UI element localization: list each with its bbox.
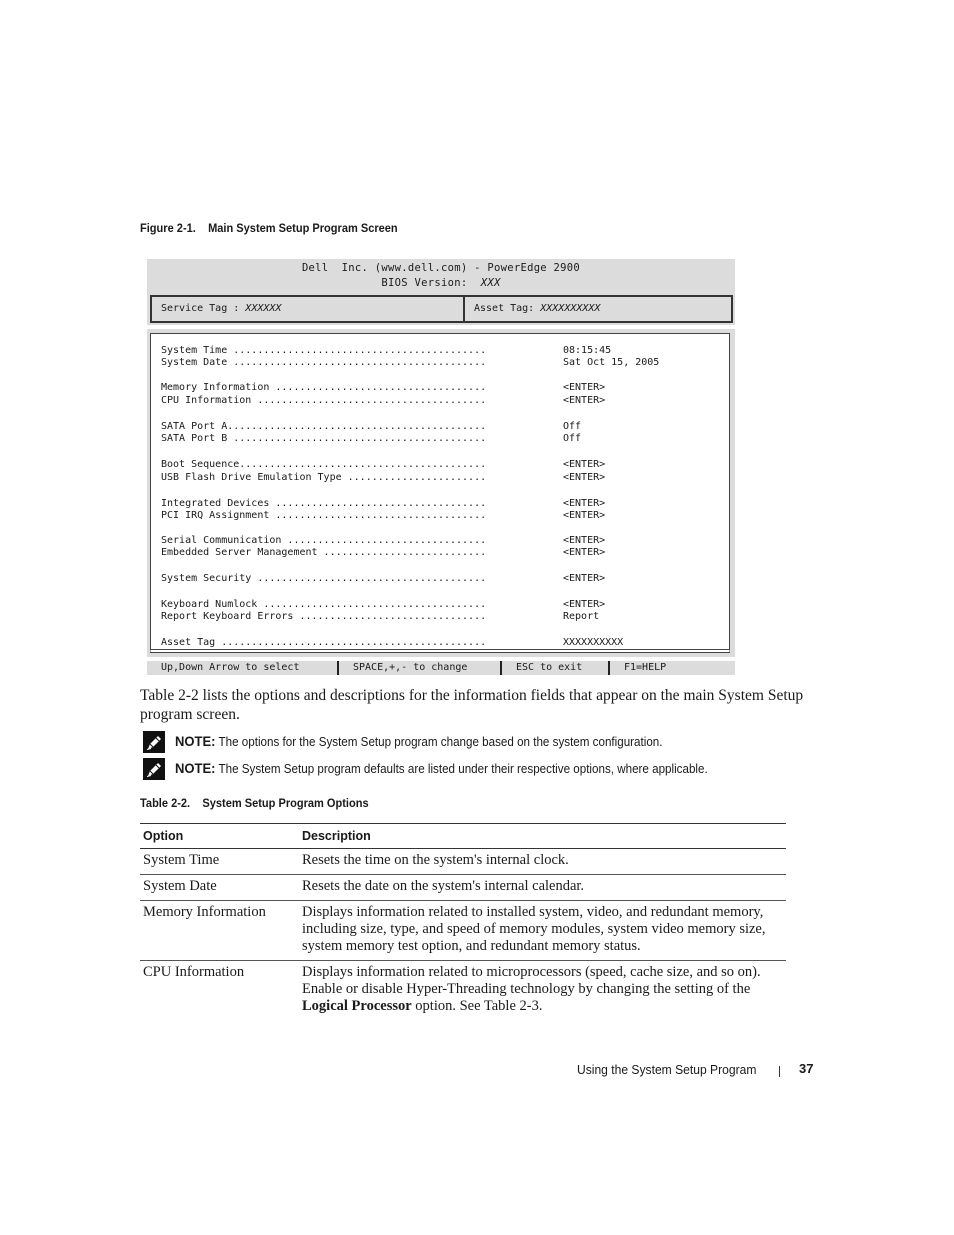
option-cell: System Time: [140, 849, 299, 875]
note-text: The System Setup program defaults are listed under their respective options, where applicable.: [215, 762, 708, 776]
bios-option-value[interactable]: Off: [563, 421, 582, 432]
note-label: NOTE:: [175, 760, 216, 776]
bios-option-label[interactable]: USB Flash Drive Emulation Type .......................: [161, 472, 487, 483]
description-cell: Displays information related to installed system, video, and redundant memory, including size, type, and speed of memory modules, system video memory size, system memory test option, and redundant memory status.: [299, 901, 786, 961]
bios-option-label[interactable]: System Time ..........................................: [161, 345, 487, 356]
footer-divider: [500, 661, 502, 675]
footer-section-title: Using the System Setup Program: [577, 1062, 757, 1077]
note-text: The options for the System Setup program change based on the system configuration.: [215, 735, 663, 749]
table-row: [140, 961, 786, 1021]
bios-option-label[interactable]: Boot Sequence.........................................: [161, 459, 487, 470]
footer-separator: [779, 1066, 780, 1077]
bios-option-label[interactable]: Keyboard Numlock .....................................: [161, 599, 487, 610]
bios-header: [147, 259, 735, 325]
bios-options-panel: [147, 329, 735, 657]
description-text: Displays information related to microprocessors (speed, cache size, and so on). Enable or disable Hyper-Threading technology by changing the setting of the: [302, 964, 761, 997]
option-cell: System Date: [140, 875, 299, 901]
bios-option-value[interactable]: 08:15:45: [563, 345, 612, 356]
bios-option-label[interactable]: SATA Port B ..........................................: [161, 433, 487, 444]
description-cell: Resets the date on the system's internal calendar.: [299, 875, 786, 901]
bios-option-label[interactable]: Integrated Devices ...................................: [161, 498, 487, 509]
asset-tag: [465, 297, 731, 321]
bios-option-value[interactable]: XXXXXXXXXX: [563, 637, 624, 648]
bios-option-label[interactable]: Serial Communication .................................: [161, 535, 487, 546]
bios-footer: [147, 661, 735, 675]
bios-options-list: [150, 333, 730, 653]
table-header-row: [140, 824, 786, 849]
bios-version: [147, 277, 735, 289]
bios-option-value[interactable]: <ENTER>: [563, 599, 606, 610]
bios-option-value[interactable]: <ENTER>: [563, 535, 606, 546]
page-number: 37: [799, 1061, 814, 1076]
description-cell: [299, 961, 786, 1021]
footer-exit-hint: ESC to exit: [516, 662, 583, 673]
option-cell: Memory Information: [140, 901, 299, 961]
bios-option-label[interactable]: Asset Tag ............................................: [161, 637, 487, 648]
bios-option-label[interactable]: SATA Port A...........................................: [161, 421, 487, 432]
description-cell: Resets the time on the system's internal clock.: [299, 849, 786, 875]
table-caption: Table 2-2. System Setup Program Options: [140, 796, 369, 810]
bios-option-value[interactable]: Report: [563, 611, 600, 622]
bios-option-label[interactable]: System Security ......................................: [161, 573, 487, 584]
bios-version-value: XXX: [480, 277, 501, 289]
bios-option-label[interactable]: Report Keyboard Errors ...............................: [161, 611, 487, 622]
bios-option-value[interactable]: <ENTER>: [563, 382, 606, 393]
footer-help-hint: F1=HELP: [624, 662, 667, 673]
tag-row: [150, 295, 733, 323]
service-tag-label: Service Tag :: [161, 303, 246, 314]
note-pencil-icon: [143, 731, 165, 753]
bios-option-label[interactable]: Embedded Server Management ...........................: [161, 547, 487, 558]
table-row: [140, 875, 786, 901]
bios-option-value[interactable]: <ENTER>: [563, 510, 606, 521]
logical-processor-term: Logical Processor: [302, 998, 412, 1014]
bios-option-label[interactable]: PCI IRQ Assignment ...................................: [161, 510, 487, 521]
footer-change-hint: SPACE,+,- to change: [353, 662, 468, 673]
bios-option-value[interactable]: <ENTER>: [563, 459, 606, 470]
column-header-description: Description: [299, 824, 786, 849]
column-header-option: Option: [140, 824, 299, 849]
service-tag: [152, 297, 465, 321]
options-table: [140, 823, 786, 1020]
table-row: [140, 901, 786, 961]
bios-option-label[interactable]: System Date ..........................................: [161, 357, 487, 368]
table-row: [140, 849, 786, 875]
asset-tag-label: Asset Tag:: [474, 303, 541, 314]
bios-option-value[interactable]: <ENTER>: [563, 547, 606, 558]
option-cell: CPU Information: [143, 964, 245, 980]
footer-nav-hint: Up,Down Arrow to select: [161, 662, 300, 673]
body-paragraph: Table 2-2 lists the options and descriptions for the information fields that appear on the main System Setup program screen.: [140, 687, 804, 723]
bios-option-value[interactable]: <ENTER>: [563, 395, 606, 406]
service-tag-value: XXXXXX: [245, 303, 282, 314]
note-pencil-icon: [143, 758, 165, 780]
bios-option-label[interactable]: Memory Information ...................................: [161, 382, 487, 393]
description-text: option. See Table 2-3.: [411, 998, 543, 1014]
bios-header-title: Dell Inc. (www.dell.com) - PowerEdge 2900: [301, 262, 581, 274]
figure-caption: Figure 2-1. Main System Setup Program Screen: [140, 221, 398, 235]
bios-option-value[interactable]: <ENTER>: [563, 472, 606, 483]
note-label: NOTE:: [175, 733, 216, 749]
asset-tag-value: XXXXXXXXXX: [540, 303, 601, 314]
footer-divider: [608, 661, 610, 675]
bios-option-value[interactable]: <ENTER>: [563, 573, 606, 584]
bios-option-value[interactable]: <ENTER>: [563, 498, 606, 509]
bios-version-label: BIOS Version:: [381, 277, 481, 289]
bios-option-value[interactable]: Sat Oct 15, 2005: [563, 357, 660, 368]
bios-option-label[interactable]: CPU Information ......................................: [161, 395, 487, 406]
footer-divider: [337, 661, 339, 675]
bios-option-value[interactable]: Off: [563, 433, 582, 444]
